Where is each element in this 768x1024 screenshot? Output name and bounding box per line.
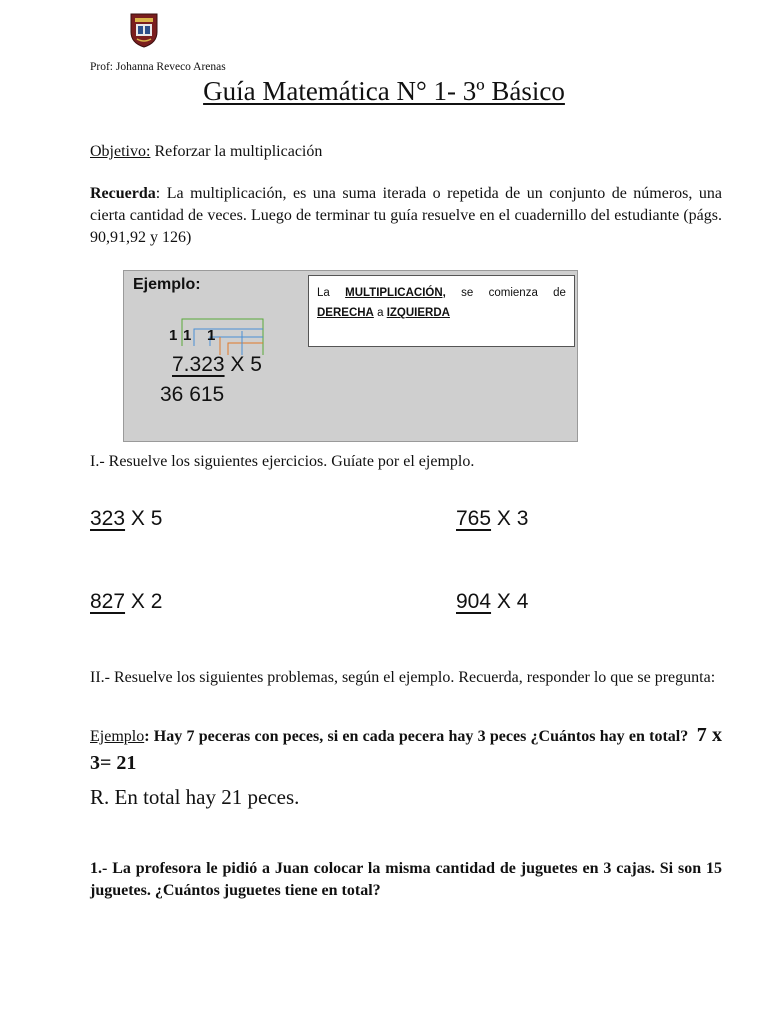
problem-1: 1.- La profesora le pidió a Juan colocar la misma cantidad de juguetes en 3 cajas. Si son 15 juguetes. ¿Cuántos juguetes tiene en total?	[90, 860, 722, 899]
example-multiplication	[160, 353, 262, 377]
note-word: La	[317, 287, 330, 299]
exercise	[90, 507, 162, 531]
exercise-operator: X 5	[125, 507, 163, 530]
problem-example-operation: 7 x 3= 21	[90, 724, 723, 774]
teacher-name: Prof: Johanna Reveco Arenas	[90, 61, 226, 73]
note-word: MULTIPLICACIÓN,	[345, 287, 446, 299]
page-title: Guía Matemática N° 1- 3º Básico	[203, 76, 565, 106]
problem-example	[90, 722, 722, 778]
carry-digit: 1	[169, 327, 178, 344]
exercise-number: 904	[456, 590, 492, 613]
problem-example-answer: R. En total hay 21 peces.	[90, 785, 300, 809]
objective-text: Reforzar la multiplicación	[150, 143, 323, 160]
exercise-number: 827	[90, 590, 126, 613]
exercise-number: 323	[90, 507, 126, 530]
problem-example-label: Ejemplo	[90, 728, 145, 745]
note-word: se	[461, 287, 474, 299]
objective	[90, 143, 322, 161]
note-word: a	[377, 307, 384, 319]
carry-digit: 1	[183, 327, 192, 344]
example-title: Ejemplo:	[133, 276, 201, 293]
reminder-label: Recuerda	[90, 185, 156, 202]
exercise-number: 765	[456, 507, 492, 530]
note-word: IZQUIERDA	[386, 307, 450, 319]
exercise-operator: X 4	[491, 590, 529, 613]
exercise-operator: X 3	[491, 507, 529, 530]
example-operator: X 5	[224, 353, 262, 376]
carry-digit: 1	[207, 327, 216, 344]
rule-note	[308, 275, 575, 347]
note-word: de	[553, 287, 566, 299]
note-word: comienza	[488, 287, 538, 299]
exercise	[456, 507, 528, 531]
example-number: 7.323	[172, 353, 225, 376]
objective-label: Objetivo:	[90, 143, 151, 160]
reminder-paragraph	[90, 183, 722, 249]
note-word: DERECHA	[317, 307, 374, 319]
exercise-operator: X 2	[125, 590, 163, 613]
example-box	[123, 270, 578, 442]
example-result: 36 615	[160, 383, 225, 406]
school-crest-icon	[129, 12, 159, 48]
reminder-text: : La multiplicación, es una suma iterada o repetida de un conjunto de números, una cierta cantidad de veces. Luego de terminar tu guía resuelve en el cuadernillo del estudiante (págs. 90,91,92 y 126)	[90, 185, 722, 246]
section-1-heading: I.- Resuelve los siguientes ejercicios. Guíate por el ejemplo.	[90, 453, 475, 470]
section-2-heading: II.- Resuelve los siguientes problemas, según el ejemplo. Recuerda, responder lo que se pregunta:	[90, 669, 716, 686]
exercise	[456, 590, 528, 614]
exercise	[90, 590, 162, 614]
problem-example-text: : Hay 7 peceras con peces, si en cada pecera hay 3 peces ¿Cuántos hay en total?	[144, 728, 689, 745]
